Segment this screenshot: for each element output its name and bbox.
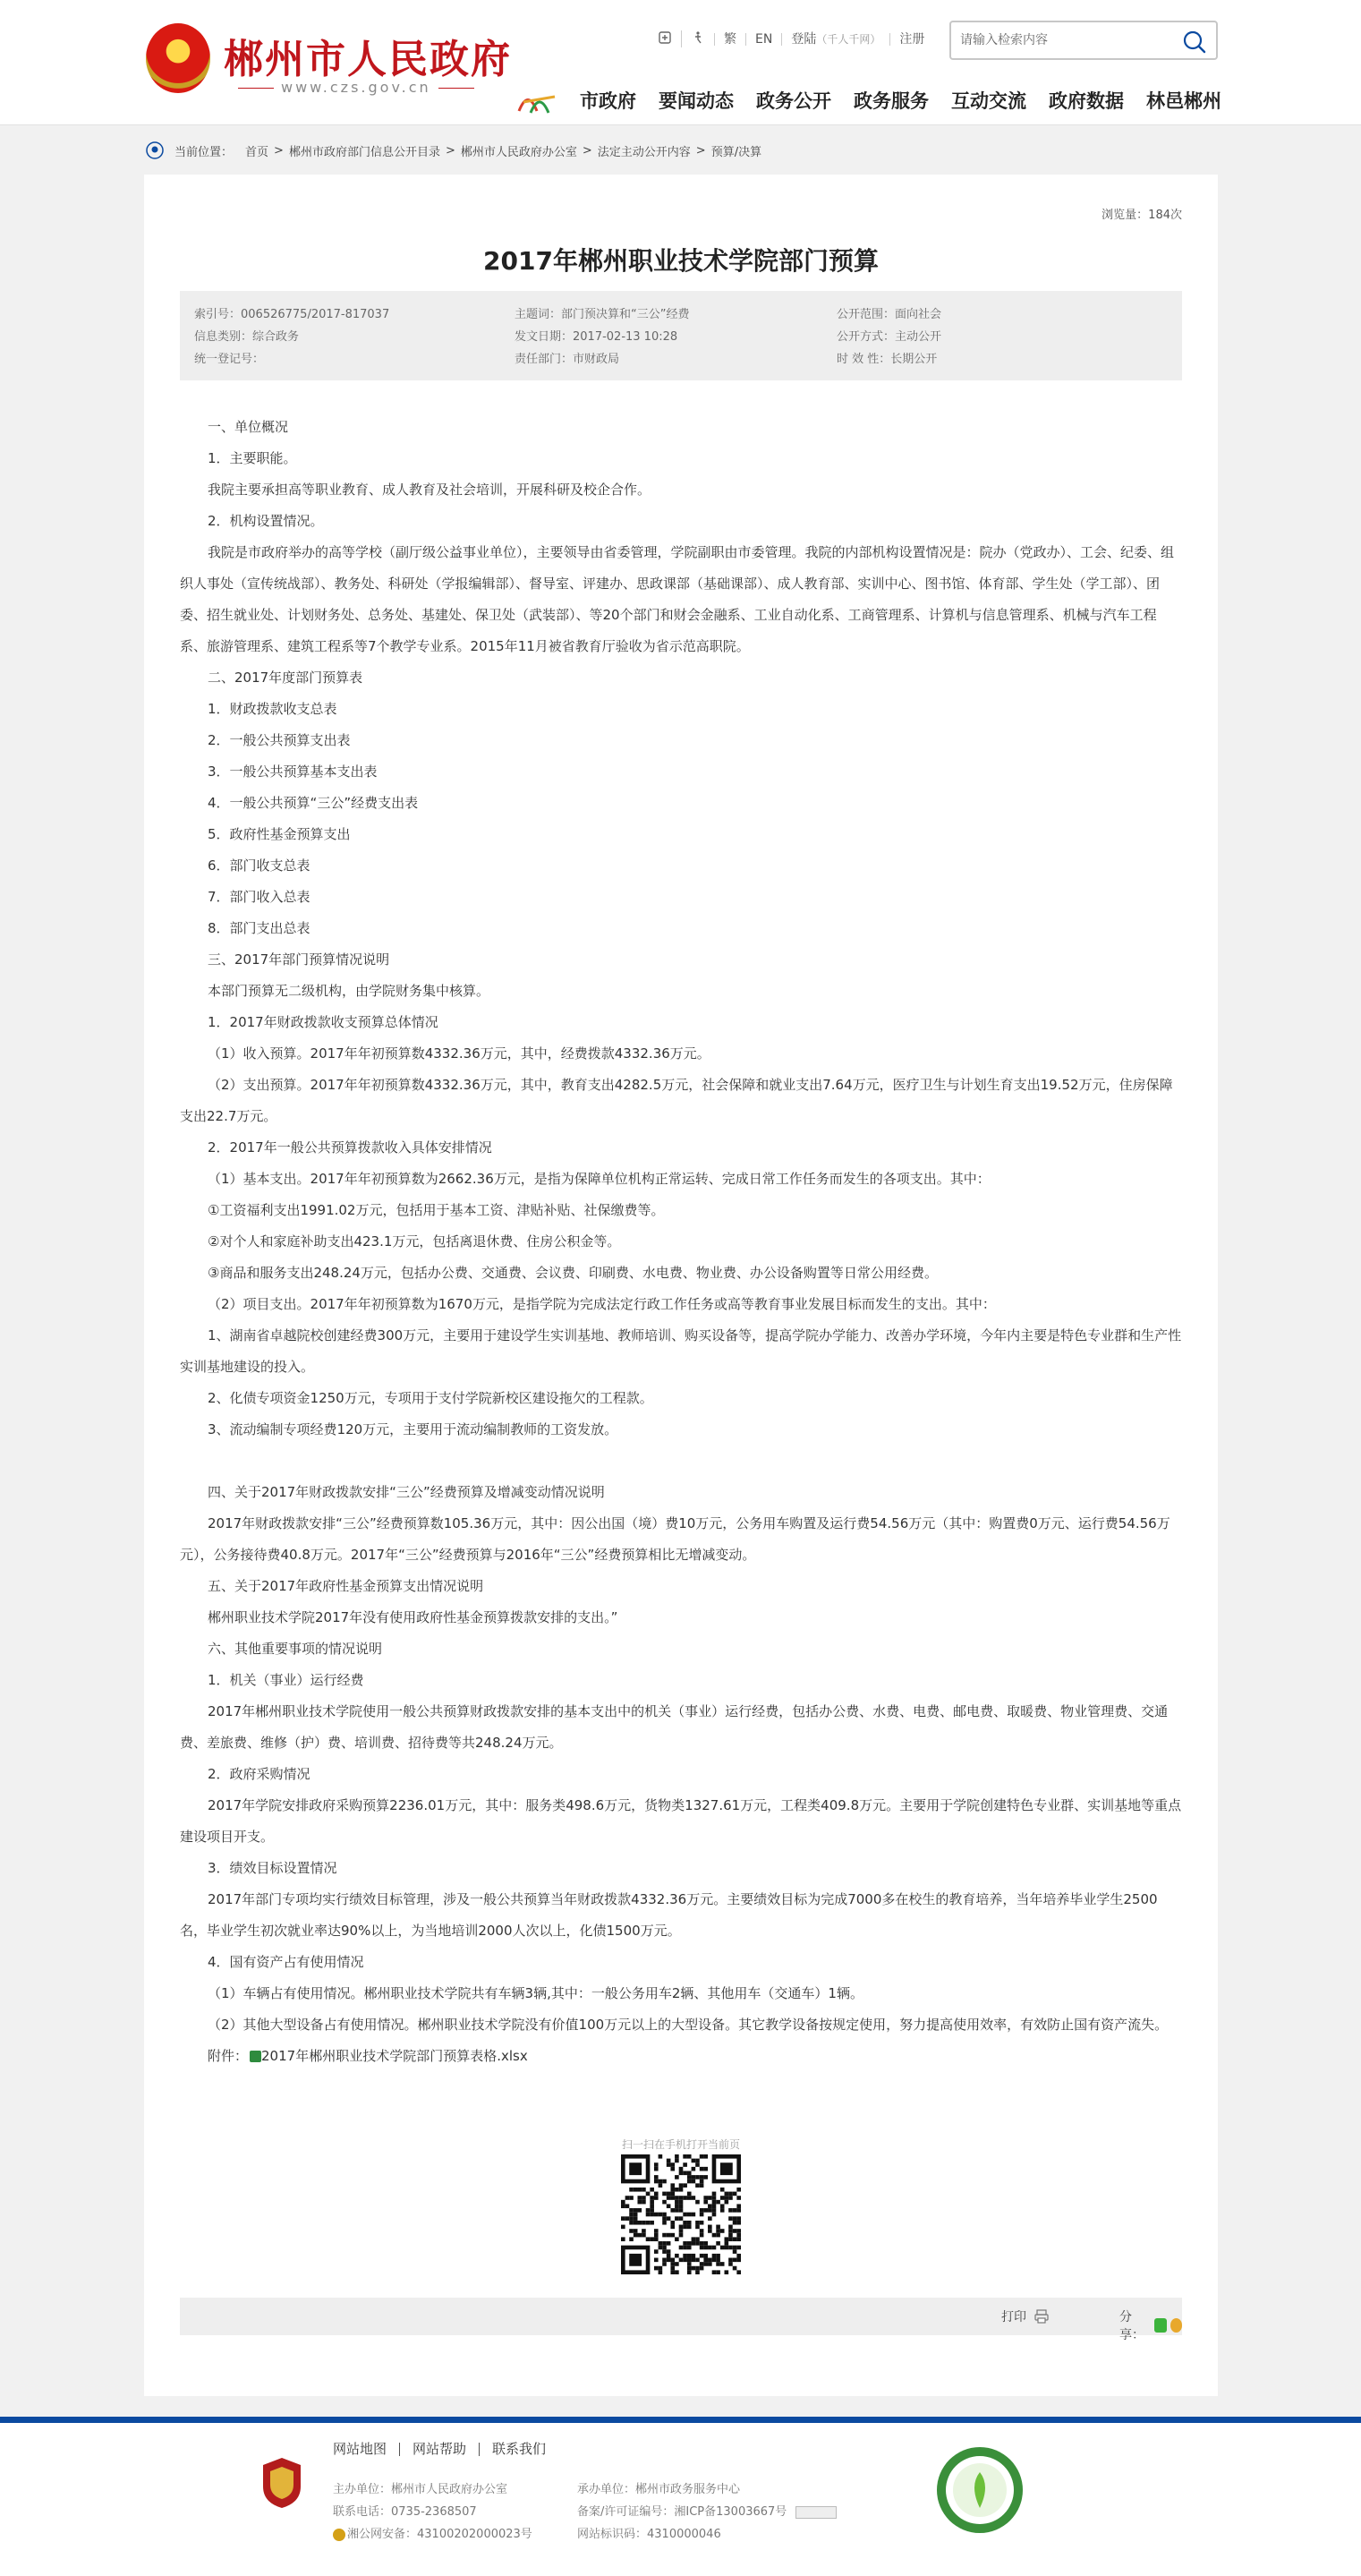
login-sub-label: （千人千网） <box>816 32 881 46</box>
article-paragraph: 7．部门收入总表 <box>208 889 310 905</box>
nav-interaction[interactable]: 互动交流 <box>951 90 1026 112</box>
attachment-row <box>180 2041 1182 2072</box>
nav-news[interactable]: 要闻动态 <box>659 90 734 112</box>
meta-index-no: 索引号：006526775/2017-817037 <box>194 308 390 321</box>
article-paragraph: 2017年郴州职业技术学院使用一般公共预算财政拨款安排的基本支出中的机关（事业）运行经费，包括办公费、水费、电费、邮电费、取暖费、物业管理费、交通费、差旅费、维修（护）费、培训费、招待费等共248.24万元。 <box>180 1703 1169 1751</box>
footer-police-row[interactable] <box>333 2523 532 2546</box>
article-paragraph: 1．财政拨款收支总表 <box>208 701 337 717</box>
nav-decoration-icon <box>515 84 559 120</box>
article-paragraph: 我院是市政府举办的高等学校（副厅级公益事业单位），主要领导由省委管理，学院副职由市委管理。我院的内部机构设置情况是：院办（党政办）、工会、纪委、组织人事处（宣传统战部）、教务处、科研处（学报编辑部）、督导室、评建办、思政课部（基础课部）、成人教育部、实训中心、图书馆、体育部、学生处（学工部）、团委、招生就业处、计划财务处、总务处、基建处、保卫处（武装部）、等20个部门和财会金融系、工业自动化系、工商管理系、计算机与信息管理系、机械与汽车工程系、旅游管理系、建筑工程系等7个教学专业系。2015年11月被省教育厅验收为省示范高职院。 <box>180 544 1175 654</box>
article-paragraph: 1．主要职能。 <box>208 450 297 466</box>
traditional-chinese-link[interactable]: 繁 <box>714 33 745 46</box>
article-paragraph: 2．机构设置情况。 <box>208 513 324 529</box>
qr-code-image <box>621 2154 741 2274</box>
meta-topic: 主题词：部门预决算和“三公”经费 <box>515 308 690 321</box>
meta-reg-no: 统一登记号： <box>194 353 265 366</box>
article-paragraph: 4．国有资产占有使用情况 <box>208 1954 364 1970</box>
footer-phone: 联系电话：0735-2368507 <box>333 2505 477 2519</box>
article-paragraph: 2017年部门专项均实行绩效目标管理，涉及一般公共预算当年财政拨款4332.36万元。主要绩效目标为完成7000多在校生的教育培养，当年培养毕业学生2500名，毕业学生初次就业率达90%以上，为当地培训2000人次以上，化债1500万元。 <box>180 1891 1158 1939</box>
article-paragraph: （2）项目支出。2017年年初预算数为1670万元，是指学院为完成法定行政工作任务或高等教育事业发展目标而发生的支出。其中： <box>208 1296 996 1312</box>
breadcrumb <box>146 141 761 159</box>
site-title[interactable]: 郴州市人民政府 <box>224 37 512 82</box>
excel-file-icon <box>250 2051 261 2062</box>
article-paragraph: 我院主要承担高等职业教育、成人教育及社会培训，开展科研及校企合作。 <box>208 482 651 498</box>
accessibility-icon[interactable] <box>681 30 714 47</box>
breadcrumb-directory[interactable]: 郴州市政府部门信息公开目录 <box>288 145 440 159</box>
party-government-badge-icon[interactable] <box>259 2456 304 2510</box>
site-header <box>0 0 1361 125</box>
footer-icp: 备案/许可证编号：湘ICP备13003667号 <box>577 2505 787 2519</box>
search-icon[interactable] <box>1182 30 1207 55</box>
footer-site-id: 网站标识码：4310000046 <box>577 2528 721 2541</box>
cndc-badge-icon <box>795 2506 837 2519</box>
breadcrumb-office[interactable]: 郴州市人民政府办公室 <box>460 145 577 159</box>
article-paragraph: 3、流动编制专项经费120万元，主要用于流动编制教师的工资发放。 <box>208 1421 618 1437</box>
login-label: 登陆 <box>791 31 817 47</box>
article-paragraph: 一、单位概况 <box>208 419 289 435</box>
attachment-label: 附件： <box>208 2048 249 2064</box>
article-title: 2017年郴州职业技术学院部门预算 <box>483 246 879 276</box>
article-paragraph: 2．2017年一般公共预算拨款收入具体安排情况 <box>208 1139 492 1156</box>
login-link[interactable] <box>781 33 889 46</box>
article-paragraph: 六、其他重要事项的情况说明 <box>208 1641 383 1657</box>
breadcrumb-budget[interactable]: 预算/决算 <box>710 145 762 159</box>
footer-info-right <box>577 2478 837 2546</box>
breadcrumb-label: 当前位置： <box>174 145 234 159</box>
article-paragraph: 1．2017年财政拨款收支预算总体情况 <box>208 1014 438 1030</box>
nav-government-affairs[interactable]: 政务公开 <box>756 90 831 112</box>
article-paragraph: （1）收入预算。2017年年初预算数4332.36万元，其中，经费拨款4332.36万元。 <box>208 1045 710 1062</box>
weibo-icon[interactable] <box>1170 2318 1182 2333</box>
breadcrumb-separator: > <box>582 143 592 158</box>
footer-info-left <box>333 2478 532 2546</box>
wechat-icon[interactable] <box>1154 2318 1166 2333</box>
article-body <box>180 412 1182 2072</box>
share-bar <box>180 2298 1182 2342</box>
article-paragraph: 8．部门支出总表 <box>208 920 310 936</box>
register-link[interactable]: 注册 <box>889 33 933 46</box>
nav-city-government[interactable]: 市政府 <box>580 90 636 112</box>
site-url: www.czs.gov.cn <box>231 79 481 96</box>
share-label: 分享： <box>1119 2310 1144 2342</box>
article-paragraph: 四、关于2017年财政拨款安排“三公”经费预算及增减变动情况说明 <box>208 1484 605 1500</box>
meta-date: 发文日期：2017-02-13 10:28 <box>515 330 678 344</box>
meta-method: 公开方式：主动公开 <box>837 330 942 344</box>
footer-links <box>333 2443 558 2456</box>
printer-icon <box>1034 2308 1050 2324</box>
article-paragraph: 1、湖南省卓越院校创建经费300万元，主要用于建设学生实训基地、教师培训、购买设备等，提高学院办学能力、改善办学环境，今年内主要是特色专业群和生产性实训基地建设的投入。 <box>180 1327 1182 1375</box>
breadcrumb-home[interactable]: 首页 <box>245 145 269 159</box>
article-paragraph: ②对个人和家庭补助支出423.1万元，包括离退休费、住房公积金等。 <box>208 1233 621 1250</box>
english-link[interactable]: EN <box>745 33 781 46</box>
footer-top-line <box>0 2417 1361 2423</box>
top-links <box>649 30 933 47</box>
article-paragraph: 2017年财政拨款安排“三公”经费预算数105.36万元，其中：因公出国（境）费10万元，公务用车购置及运行费54.56万元（其中：购置费0万元、运行费54.56万元），公务接待费40.8万元。2017年“三公”经费预算与2016年“三公”经费预算相比无增减变动。 <box>180 1515 1170 1563</box>
nav-linyi-chenzhou[interactable]: 林邑郴州 <box>1146 90 1221 112</box>
site-footer <box>0 2423 1361 2576</box>
article-paragraph: ①工资福利支出1991.02万元，包括用于基本工资、津贴补贴、社保缴费等。 <box>208 1202 665 1218</box>
article-paragraph: 4．一般公共预算“三公”经费支出表 <box>208 795 419 811</box>
article-paragraph: 3．绩效目标设置情况 <box>208 1860 337 1876</box>
qr-caption: 扫一扫在手机打开当前页 <box>621 2138 740 2151</box>
civilization-seal-icon[interactable] <box>935 2445 1025 2535</box>
article-paragraph: 郴州职业技术学院2017年没有使用政府性基金预算拨款安排的支出。” <box>208 1609 618 1625</box>
footer-icp-row[interactable] <box>577 2501 837 2523</box>
footer-sponsor: 主办单位：郴州市人民政府办公室 <box>333 2483 508 2496</box>
breadcrumb-separator: > <box>445 143 455 158</box>
print-label: 打印 <box>1001 2310 1026 2324</box>
article-paragraph: 6．部门收支总表 <box>208 857 310 874</box>
breadcrumb-separator: > <box>274 143 284 158</box>
article-paragraph: 2．一般公共预算支出表 <box>208 732 351 748</box>
article-paragraph: （1）基本支出。2017年年初预算数为2662.36万元，是指为保障单位机构正常运转、完成日常工作任务而发生的各项支出。其中： <box>208 1171 991 1187</box>
main-nav <box>580 87 1244 114</box>
article-paragraph: （1）车辆占有使用情况。郴州职业技术学院共有车辆3辆,其中：一般公务用车2辆、其他用车（交通车）1辆。 <box>208 1985 863 2001</box>
meta-category: 信息类别：综合政务 <box>194 330 300 344</box>
print-button[interactable] <box>1001 2307 1050 2325</box>
article-paragraph: 五、关于2017年政府性基金预算支出情况说明 <box>208 1578 484 1594</box>
search-input[interactable] <box>960 31 1166 49</box>
article-card <box>144 175 1218 2396</box>
article-paragraph: 本部门预算无二级机构，由学院财务集中核算。 <box>208 983 490 999</box>
meta-validity: 时 效 性：长期公开 <box>837 353 938 366</box>
breadcrumb-separator: > <box>695 143 706 158</box>
footer-link-sitemap[interactable]: 网站地图 <box>333 2441 387 2457</box>
location-icon <box>146 141 164 159</box>
article-paragraph: （2）支出预算。2017年年初预算数4332.36万元，其中，教育支出4282.5万元，社会保障和就业支出7.64万元，医疗卫生与计划生育支出19.52万元，住房保障支出22.7万元。 <box>180 1077 1173 1124</box>
article-paragraph: 三、2017年部门预算情况说明 <box>208 951 390 968</box>
article-paragraph: 3．一般公共预算基本支出表 <box>208 763 378 780</box>
article-paragraph: 二、2017年度部门预算表 <box>208 670 363 686</box>
share-group <box>1119 2307 1182 2343</box>
search-box <box>949 21 1218 60</box>
article-paragraph: 2、化债专项资金1250万元，专项用于支付学院新校区建设拖欠的工程款。 <box>208 1390 653 1406</box>
attachment-link[interactable]: 2017年郴州职业技术学院部门预算表格.xlsx <box>261 2048 528 2064</box>
police-badge-icon <box>333 2529 345 2541</box>
article-paragraph: ③商品和服务支出248.24万元，包括办公费、交通费、会议费、印刷费、水电费、物业费、办公设备购置等日常公用经费。 <box>208 1265 938 1281</box>
meta-dept: 责任部门：市财政局 <box>515 353 620 366</box>
footer-link-help[interactable]: 网站帮助 <box>399 2443 479 2456</box>
care-mode-icon[interactable] <box>649 30 681 47</box>
article-paragraph: 2．政府采购情况 <box>208 1766 310 1782</box>
meta-scope: 公开范围：面向社会 <box>837 308 942 321</box>
breadcrumb-disclosure[interactable]: 法定主动公开内容 <box>597 145 691 159</box>
footer-organizer: 承办单位：郴州市政务服务中心 <box>577 2483 741 2496</box>
article-paragraph <box>180 1446 1182 1477</box>
article-paragraph: 2017年学院安排政府采购预算2236.01万元，其中：服务类498.6万元，货物类1327.61万元，工程类409.8万元。主要用于学院创建特色专业群、实训基地等重点建设项目开支。 <box>180 1797 1182 1845</box>
footer-link-contact[interactable]: 联系我们 <box>479 2443 558 2456</box>
view-count: 浏览量：184次 <box>1102 209 1182 222</box>
nav-government-services[interactable]: 政务服务 <box>854 90 929 112</box>
footer-police: 湘公网安备：43100202000023号 <box>347 2528 532 2541</box>
article-paragraph: 5．政府性基金预算支出 <box>208 826 351 842</box>
nav-government-data[interactable]: 政府数据 <box>1049 90 1124 112</box>
article-paragraph: 1．机关（事业）运行经费 <box>208 1672 364 1688</box>
article-paragraph: （2）其他大型设备占有使用情况。郴州职业技术学院没有价值100万元以上的大型设备。其它教学设备按规定使用，努力提高使用效率，有效防止国有资产流失。 <box>208 2017 1169 2033</box>
article-meta <box>180 291 1182 380</box>
national-emblem-logo[interactable] <box>146 23 210 93</box>
